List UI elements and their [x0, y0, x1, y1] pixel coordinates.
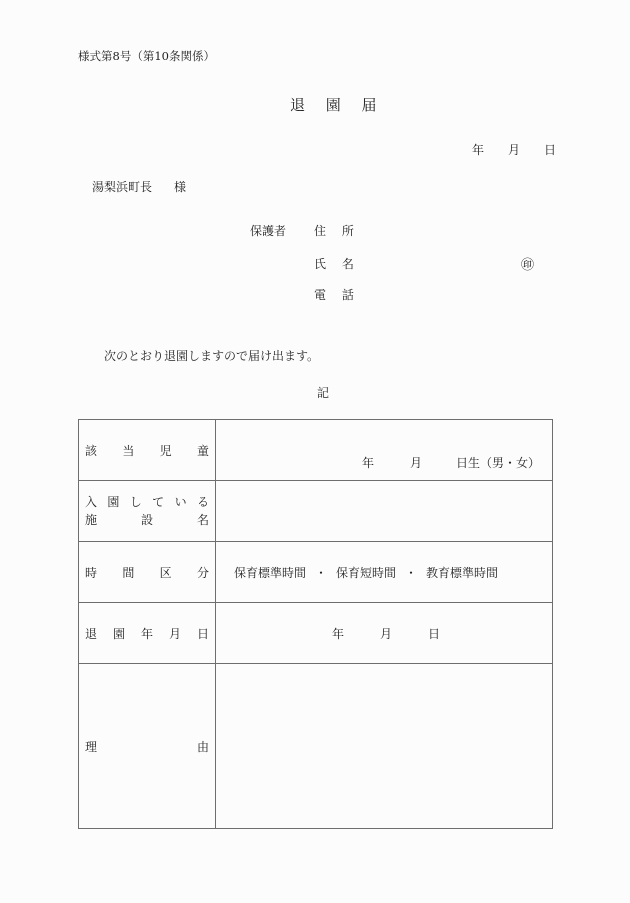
- intro-text: 次のとおり退園しますので届け出ます。: [104, 349, 320, 363]
- option-standard-care[interactable]: 保育標準時間: [234, 565, 307, 580]
- separator: ・: [405, 565, 418, 580]
- reason-label: 理 由: [85, 739, 209, 754]
- ki-heading: 記: [317, 386, 330, 400]
- birth-day-gender-label: 日生（男・女）: [455, 456, 540, 470]
- guardian-name-label: 氏 名: [314, 257, 360, 271]
- addressee-honorific: 様: [174, 180, 187, 194]
- child-birthdate: [362, 454, 540, 471]
- addressee: [92, 178, 186, 195]
- table-row-child: [79, 420, 553, 481]
- withdrawal-form-table: [78, 419, 553, 829]
- time-category-options: [216, 564, 552, 581]
- seal-icon: ㊞: [521, 258, 535, 273]
- reason-label-cell: [79, 664, 216, 829]
- facility-label: 入 園 し て い る 施 設 名: [85, 495, 209, 527]
- withdrawal-year-label: 年: [332, 626, 345, 641]
- time-category-input-cell: [216, 542, 553, 603]
- day-label: 日: [544, 143, 557, 157]
- withdrawal-day-label: 日: [428, 626, 441, 641]
- guardian-label: 保護者: [250, 224, 287, 238]
- withdrawal-date-label-cell: [79, 603, 216, 664]
- child-input-cell[interactable]: [216, 420, 553, 481]
- withdrawal-date-input-cell[interactable]: [216, 603, 553, 664]
- facility-label-cell: [79, 481, 216, 542]
- table-row-withdrawal-date: [79, 603, 553, 664]
- addressee-name: 湯梨浜町長: [92, 180, 153, 194]
- reason-input-cell[interactable]: [216, 664, 553, 829]
- page-title: 退 園 届: [290, 96, 385, 114]
- option-short-care[interactable]: 保育短時間: [336, 565, 397, 580]
- withdrawal-date-label: 退 園 年 月 日: [85, 626, 209, 641]
- withdrawal-date-fields: [216, 625, 552, 642]
- submission-date: [472, 141, 556, 158]
- time-category-label: 時 間 区 分: [85, 565, 209, 580]
- separator: ・: [315, 565, 328, 580]
- facility-input-cell[interactable]: [216, 481, 553, 542]
- year-label: 年: [472, 143, 485, 157]
- table-row-reason: [79, 664, 553, 829]
- birth-month-label: 月: [409, 456, 422, 470]
- table-row-time-category: [79, 542, 553, 603]
- month-label: 月: [508, 143, 521, 157]
- guardian-phone-label: 電 話: [314, 288, 360, 302]
- table-row-facility: [79, 481, 553, 542]
- birth-year-label: 年: [361, 456, 374, 470]
- guardian-address-label: 住 所: [314, 224, 360, 238]
- time-category-label-cell: [79, 542, 216, 603]
- form-number: 様式第8号（第10条関係）: [78, 49, 215, 63]
- option-standard-education[interactable]: 教育標準時間: [426, 565, 499, 580]
- child-label-cell: [79, 420, 216, 481]
- child-label: 該 当 児 童: [85, 443, 209, 458]
- withdrawal-month-label: 月: [380, 626, 393, 641]
